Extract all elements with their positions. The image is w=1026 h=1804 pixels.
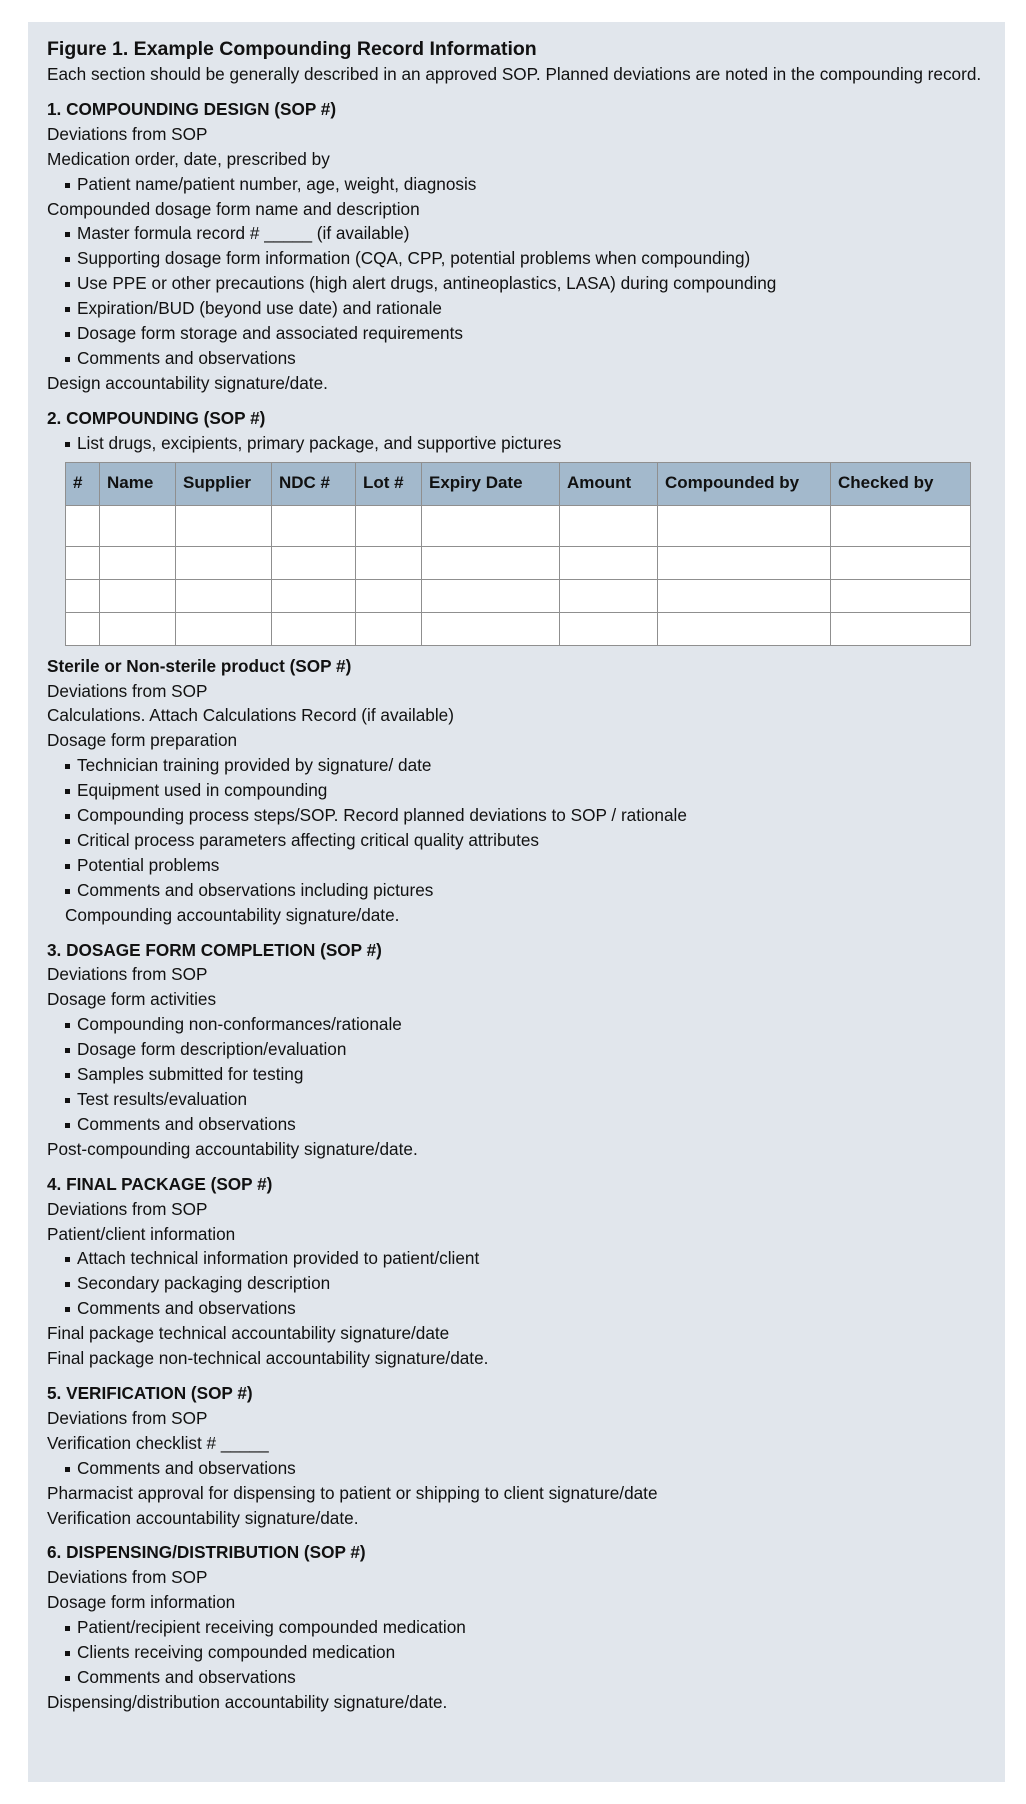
table-cell (831, 579, 971, 612)
sections-container (47, 97, 986, 1715)
bullet-item (47, 753, 986, 778)
figure-panel (28, 22, 1005, 1782)
bullet-marker-icon (65, 814, 70, 819)
bullet-marker-icon (65, 1282, 70, 1287)
bullet-text: List drugs, excipients, primary package, and supportive pictures (77, 432, 562, 453)
column-header-supplier: Supplier (176, 462, 272, 505)
bullet-text: Comments and observations including pictures (77, 879, 434, 900)
table-cell (658, 546, 831, 579)
product-type-subheading: Sterile or Non-sterile product (SOP #) (47, 655, 352, 676)
figure-title: Figure 1. Example Compounding Record Information (47, 38, 537, 60)
table-header-row (66, 462, 971, 505)
record-line: Deviations from SOP (47, 1567, 208, 1588)
record-line: Dosage form activities (47, 989, 217, 1010)
table-cell (100, 579, 176, 612)
bullet-item (47, 1037, 986, 1062)
table-cell (658, 505, 831, 546)
bullet-marker-icon (65, 307, 70, 312)
bullet-text: Expiration/BUD (beyond use date) and rationale (77, 298, 442, 319)
bullet-item (47, 221, 986, 246)
table-cell (560, 612, 658, 645)
bullet-marker-icon (65, 1467, 70, 1472)
table-cell (422, 579, 560, 612)
table-cell (658, 579, 831, 612)
bullet-text: Technician training provided by signature/ date (77, 755, 432, 776)
bullet-text: Secondary packaging description (77, 1273, 331, 1294)
bullet-item (47, 1271, 986, 1296)
table-cell (272, 579, 356, 612)
record-line: Deviations from SOP (47, 123, 208, 144)
table-cell (100, 612, 176, 645)
record-line: Patient/client information (47, 1223, 236, 1244)
record-line: Design accountability signature/date. (47, 372, 328, 393)
section-heading: 3. DOSAGE FORM COMPLETION (SOP #) (47, 939, 382, 960)
table-cell (176, 612, 272, 645)
table-cell (176, 546, 272, 579)
record-line: Final package technical accountability signature/date (47, 1323, 450, 1344)
column-header-checked-by: Checked by (831, 462, 971, 505)
bullet-item (47, 296, 986, 321)
section-heading: 6. DISPENSING/DISTRIBUTION (SOP #) (47, 1542, 366, 1563)
bullet-item (47, 1615, 986, 1640)
record-line: Pharmacist approval for dispensing to patient or shipping to client signature/date (47, 1482, 658, 1503)
bullet-text: Comments and observations (77, 1457, 296, 1478)
bullet-marker-icon (65, 357, 70, 362)
bullet-text: Supporting dosage form information (CQA, CPP, potential problems when compounding) (77, 248, 751, 269)
table-row (66, 505, 971, 546)
bullet-item (47, 1456, 986, 1481)
bullet-item (47, 321, 986, 346)
record-line: Medication order, date, prescribed by (47, 148, 330, 169)
section-heading: 1. COMPOUNDING DESIGN (SOP #) (47, 98, 337, 119)
column-header-amount: Amount (560, 462, 658, 505)
bullet-item (47, 172, 986, 197)
bullet-marker-icon (65, 889, 70, 894)
table-row (66, 546, 971, 579)
table-cell (272, 546, 356, 579)
bullet-marker-icon (65, 1257, 70, 1262)
bullet-text: Dosage form description/evaluation (77, 1039, 347, 1060)
bullet-item (47, 1112, 986, 1137)
section-5 (47, 1381, 986, 1530)
section-3 (47, 938, 986, 1162)
bullet-marker-icon (65, 1626, 70, 1631)
record-line: Dosage form preparation (47, 730, 238, 751)
table-cell (560, 505, 658, 546)
table-cell (422, 505, 560, 546)
bullet-text: Compounding process steps/SOP. Record planned deviations to SOP / rationale (77, 805, 687, 826)
bullet-text: Equipment used in compounding (77, 780, 328, 801)
section-heading: 4. FINAL PACKAGE (SOP #) (47, 1173, 273, 1194)
bullet-item (47, 1296, 986, 1321)
bullet-text: Potential problems (77, 854, 220, 875)
bullet-text: Samples submitted for testing (77, 1064, 304, 1085)
table-cell (272, 505, 356, 546)
table-cell (66, 579, 100, 612)
record-line: Dispensing/distribution accountability signature/date. (47, 1691, 448, 1712)
record-line: Verification checklist # _____ (47, 1432, 269, 1453)
table-cell (100, 546, 176, 579)
bullet-marker-icon (65, 332, 70, 337)
bullet-item (47, 1665, 986, 1690)
column-header-lot: Lot # (356, 462, 422, 505)
record-line: Dosage form information (47, 1592, 236, 1613)
bullet-marker-icon (65, 764, 70, 769)
bullet-marker-icon (65, 183, 70, 188)
bullet-marker-icon (65, 1676, 70, 1681)
table-cell (176, 505, 272, 546)
bullet-marker-icon (65, 1651, 70, 1656)
table-cell (560, 579, 658, 612)
record-line: Post-compounding accountability signature/date. (47, 1138, 418, 1159)
section-heading: 5. VERIFICATION (SOP #) (47, 1382, 253, 1403)
bullet-item (47, 431, 986, 456)
column-header-: # (66, 462, 100, 505)
bullet-item (47, 346, 986, 371)
bullet-text: Patient/recipient receiving compounded medication (77, 1617, 466, 1638)
bullet-item (47, 1012, 986, 1037)
bullet-text: Comments and observations (77, 1298, 296, 1319)
bullet-text: Clients receiving compounded medication (77, 1642, 396, 1663)
compounding-ingredients-table (65, 462, 971, 646)
record-line: Deviations from SOP (47, 680, 208, 701)
table-cell (176, 579, 272, 612)
bullet-item (47, 878, 986, 903)
table-cell (422, 546, 560, 579)
bullet-text: Compounding non-conformances/rationale (77, 1014, 402, 1035)
record-line: Compounded dosage form name and description (47, 198, 420, 219)
bullet-item (47, 803, 986, 828)
bullet-text: Use PPE or other precautions (high alert drugs, antineoplastics, LASA) during compounding (77, 273, 777, 294)
bullet-marker-icon (65, 257, 70, 262)
table-cell (831, 546, 971, 579)
table-cell (66, 612, 100, 645)
table-cell (356, 505, 422, 546)
table-cell (831, 505, 971, 546)
bullet-text: Comments and observations (77, 347, 296, 368)
bullet-item (47, 1640, 986, 1665)
column-header-compounded-by: Compounded by (658, 462, 831, 505)
table-cell (66, 505, 100, 546)
bullet-text: Attach technical information provided to patient/client (77, 1248, 480, 1269)
figure-intro: Each section should be generally described in an approved SOP. Planned deviations are noted in the compounding record. (47, 64, 982, 84)
section-2 (47, 406, 986, 928)
record-line: Deviations from SOP (47, 964, 208, 985)
table-cell (560, 546, 658, 579)
bullet-text: Patient name/patient number, age, weight, diagnosis (77, 173, 477, 194)
table-cell (66, 546, 100, 579)
record-line: Verification accountability signature/date. (47, 1507, 359, 1528)
table-cell (356, 579, 422, 612)
column-header-expiry-date: Expiry Date (422, 462, 560, 505)
bullet-marker-icon (65, 442, 70, 447)
section-4 (47, 1172, 986, 1371)
bullet-marker-icon (65, 864, 70, 869)
section-6 (47, 1540, 986, 1714)
table-cell (356, 612, 422, 645)
section-1 (47, 97, 986, 396)
bullet-text: Comments and observations (77, 1113, 296, 1134)
bullet-marker-icon (65, 232, 70, 237)
column-header-ndc: NDC # (272, 462, 356, 505)
bullet-text: Dosage form storage and associated requirements (77, 323, 463, 344)
bullet-marker-icon (65, 282, 70, 287)
bullet-marker-icon (65, 1123, 70, 1128)
bullet-item (47, 1087, 986, 1112)
bullet-marker-icon (65, 1073, 70, 1078)
bullet-item (47, 778, 986, 803)
table-cell (100, 505, 176, 546)
bullet-marker-icon (65, 1098, 70, 1103)
bullet-marker-icon (65, 1307, 70, 1312)
bullet-item (47, 853, 986, 878)
record-line: Calculations. Attach Calculations Record (if available) (47, 705, 454, 726)
bullet-item (47, 828, 986, 853)
section-heading: 2. COMPOUNDING (SOP #) (47, 407, 266, 428)
bullet-item (47, 1062, 986, 1087)
table-cell (422, 612, 560, 645)
table-cell (658, 612, 831, 645)
bullet-text: Critical process parameters affecting critical quality attributes (77, 829, 540, 850)
record-line: Final package non-technical accountability signature/date. (47, 1348, 489, 1369)
bullet-item (47, 246, 986, 271)
table-row (66, 612, 971, 645)
record-line: Compounding accountability signature/date. (65, 904, 400, 925)
bullet-marker-icon (65, 1048, 70, 1053)
bullet-item (47, 271, 986, 296)
record-line: Deviations from SOP (47, 1198, 208, 1219)
table-row (66, 579, 971, 612)
bullet-marker-icon (65, 1023, 70, 1028)
record-line: Deviations from SOP (47, 1407, 208, 1428)
table-cell (831, 612, 971, 645)
bullet-item (47, 1246, 986, 1271)
bullet-marker-icon (65, 839, 70, 844)
bullet-marker-icon (65, 789, 70, 794)
table-cell (356, 546, 422, 579)
table-cell (272, 612, 356, 645)
bullet-text: Test results/evaluation (77, 1089, 248, 1109)
column-header-name: Name (100, 462, 176, 505)
bullet-text: Master formula record # _____ (if available) (77, 223, 410, 244)
bullet-text: Comments and observations (77, 1666, 296, 1687)
